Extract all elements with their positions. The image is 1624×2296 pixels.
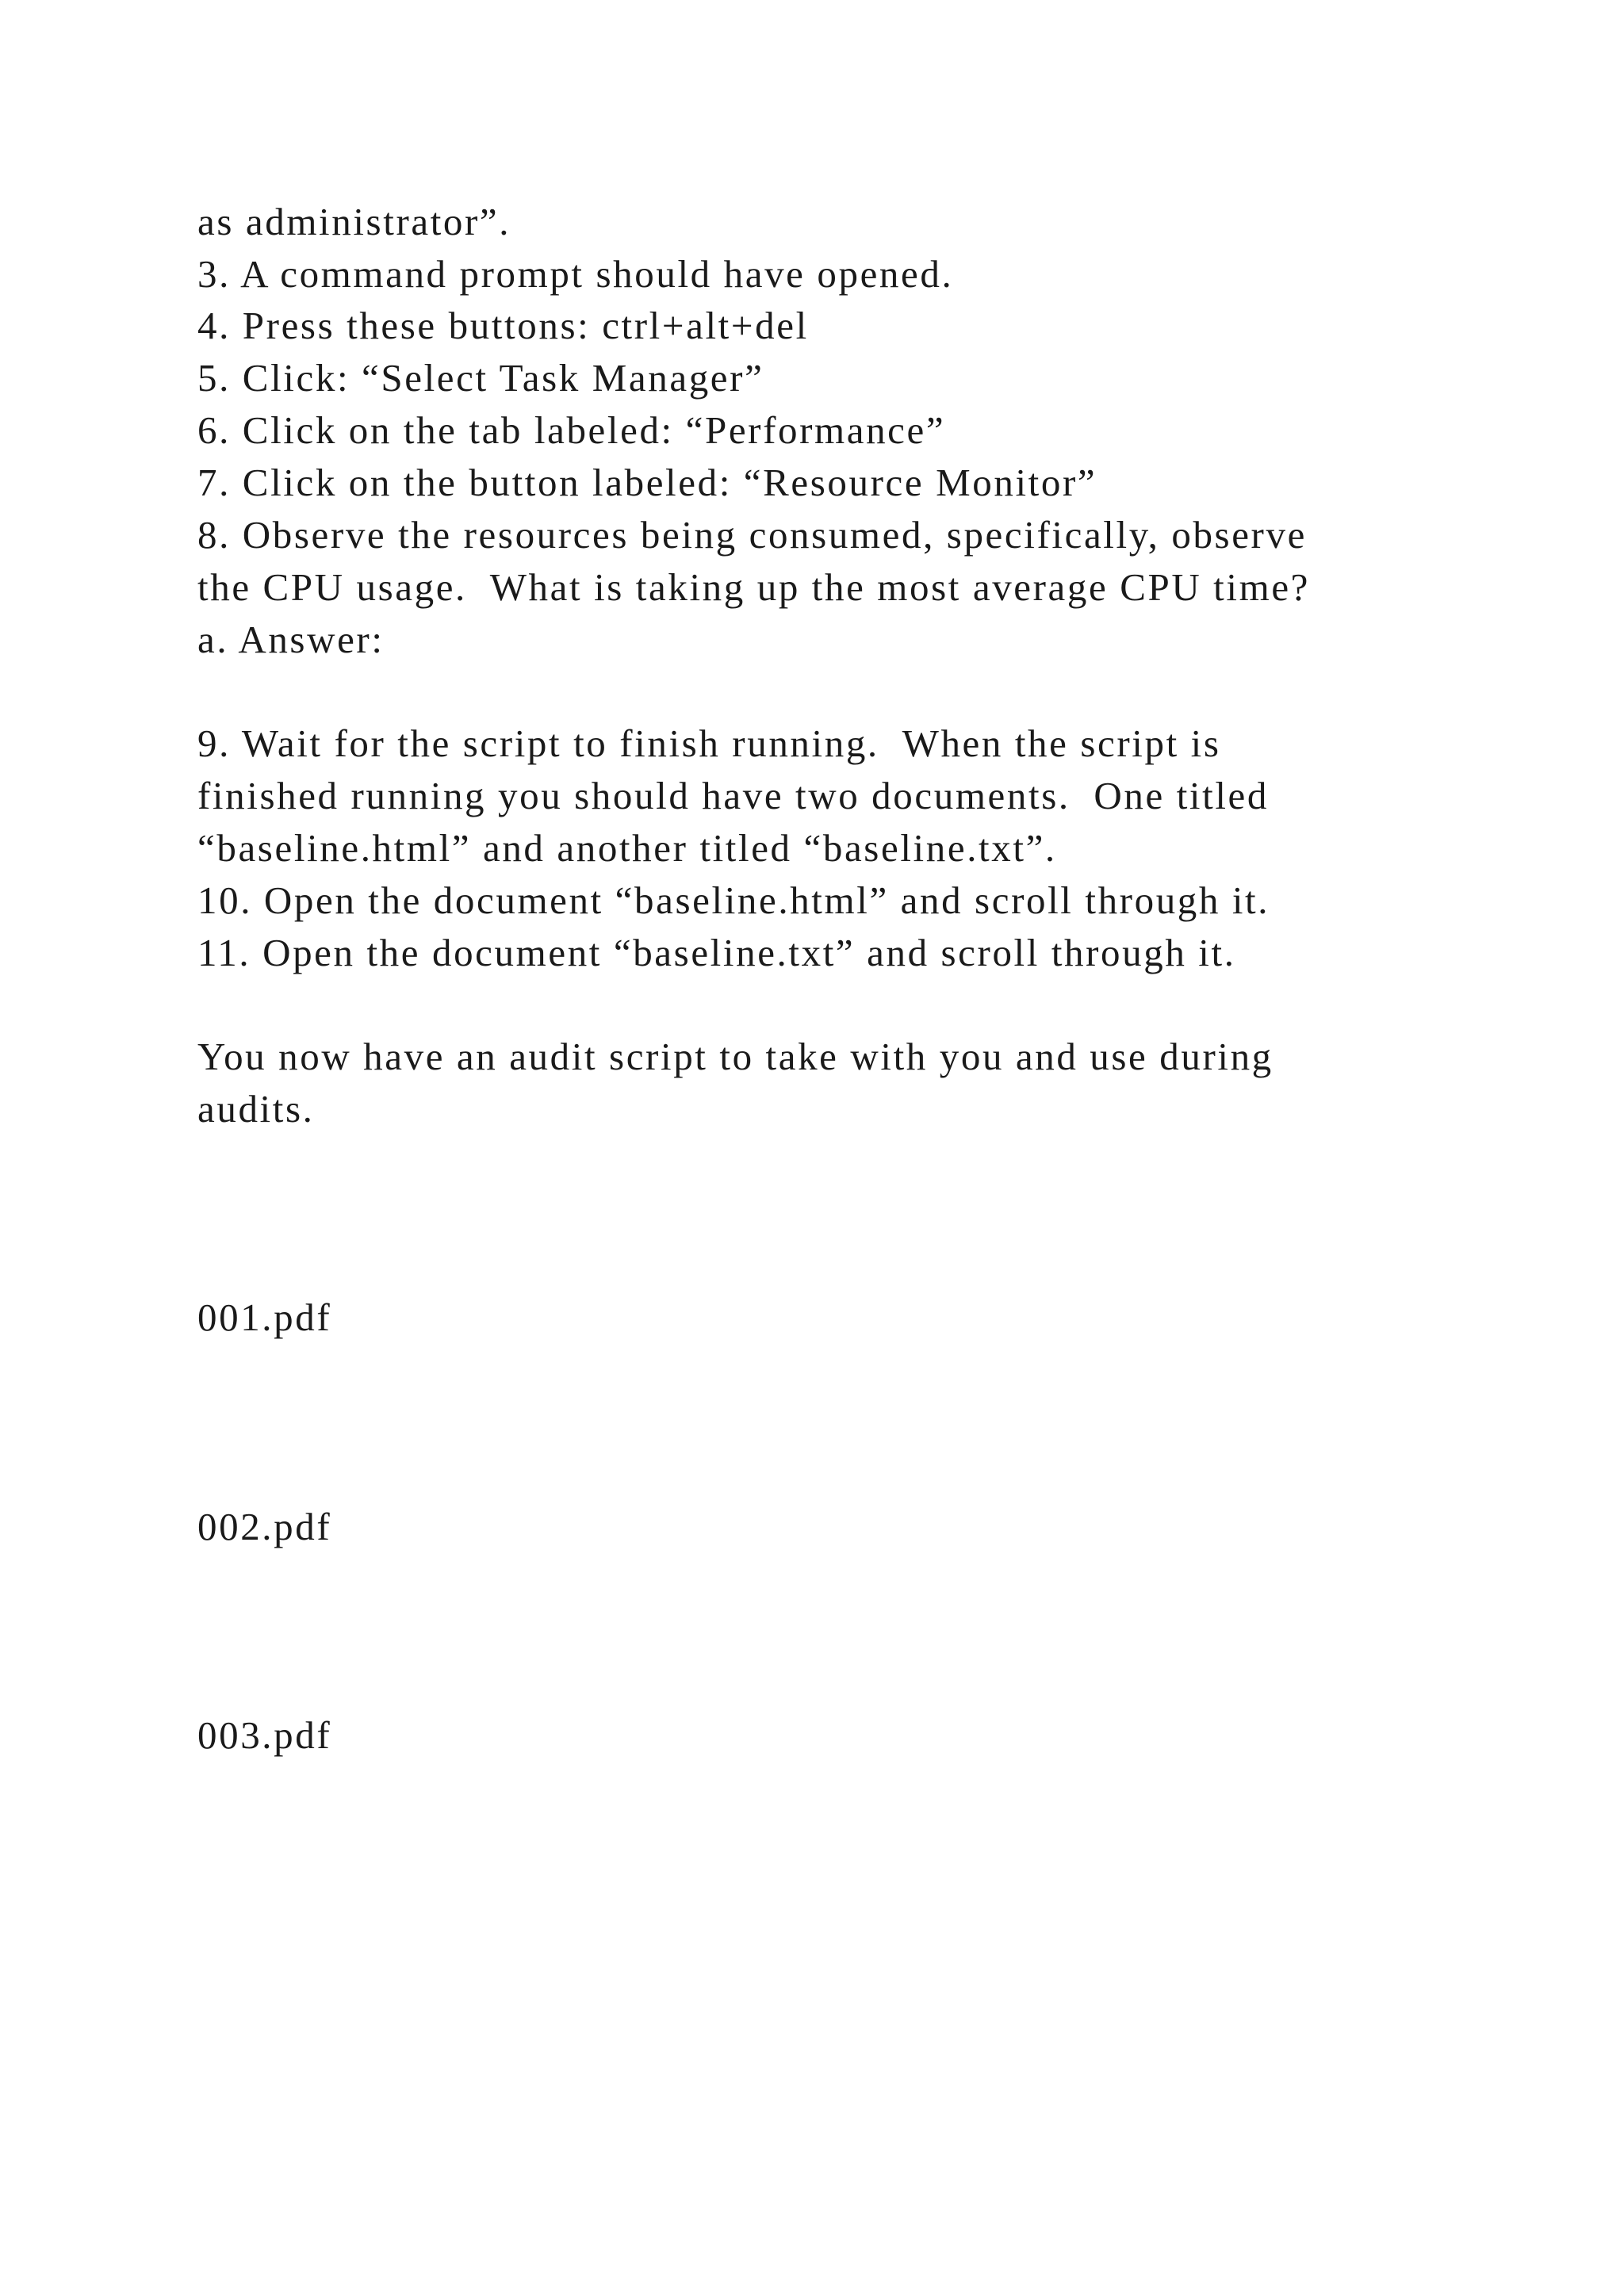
text-line: 4. Press these buttons: ctrl+alt+del [197, 304, 809, 347]
text-line: You now have an audit script to take with you and use during [197, 1035, 1274, 1078]
text-line: the CPU usage. What is taking up the most average CPU time? [197, 565, 1311, 609]
text-line: 5. Click: “Select Task Manager” [197, 356, 764, 400]
text-line: 3. A command prompt should have opened. [197, 252, 954, 296]
text-line: 11. Open the document “baseline.txt” and scroll through it. [197, 931, 1236, 974]
attachment-label: 001.pdf [197, 1295, 332, 1339]
text-line: a. Answer: [197, 618, 385, 661]
text-line: 10. Open the document “baseline.html” and scroll through it. [197, 878, 1270, 922]
text-line: audits. [197, 1087, 315, 1131]
attachment-label: 002.pdf [197, 1505, 332, 1548]
text-line: 9. Wait for the script to finish running. When the script is [197, 721, 1221, 765]
text-line: “baseline.html” and another titled “baseline.txt”. [197, 826, 1057, 870]
attachment-label: 003.pdf [197, 1713, 332, 1757]
text-line: 7. Click on the button labeled: “Resource Monitor” [197, 461, 1097, 504]
text-line: finished running you should have two documents. One titled [197, 774, 1270, 817]
text-line: as administrator”. [197, 200, 511, 243]
text-line: 6. Click on the tab labeled: “Performance” [197, 408, 946, 452]
text-line: 8. Observe the resources being consumed, specifically, observe [197, 513, 1307, 557]
